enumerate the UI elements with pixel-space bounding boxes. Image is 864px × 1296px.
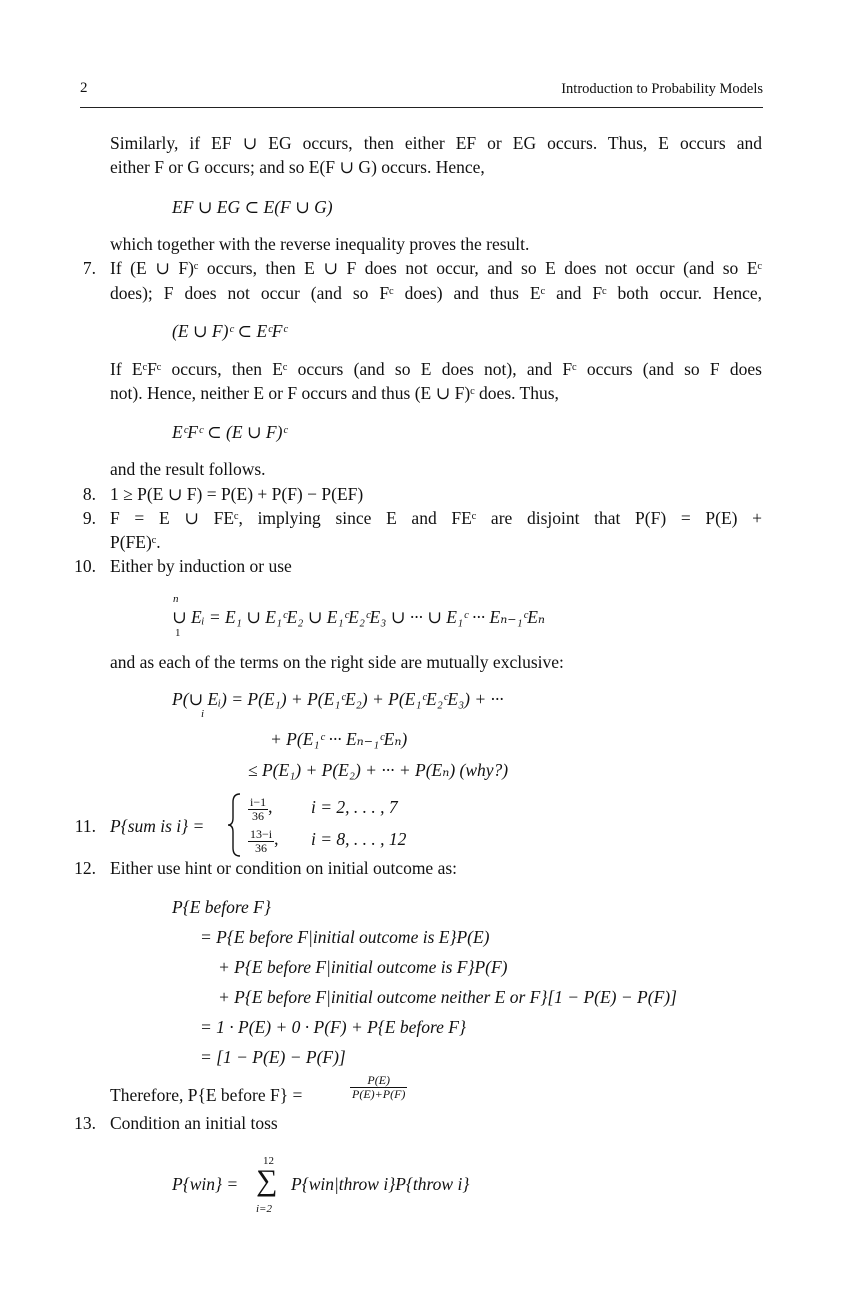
result-fraction: $\frac{P(E)}{P(E)+P(F)}$ bbox=[352, 1073, 406, 1101]
text-line: not). Hence, neither E or F occurs and thus (E ∪ F)ᶜ does. Thus, bbox=[110, 383, 559, 403]
item-number: 12. bbox=[74, 858, 96, 878]
left-brace-icon bbox=[226, 792, 242, 858]
item-number: 10. bbox=[74, 556, 96, 576]
text-line: Either by induction or use bbox=[110, 556, 292, 576]
text-line: F = E ∪ FEᶜ, implying since E and FEᶜ are disjoint that P(F) = P(E) + bbox=[110, 508, 762, 528]
display-equation: ∪ Eᵢ = E₁ ∪ E₁ᶜE₂ ∪ E₁ᶜE₂ᶜE₃ ∪ ··· ∪ E₁ᶜ ··· Eₙ₋₁ᶜEₙ bbox=[172, 607, 545, 627]
equation-lhs: P{sum is i} = bbox=[110, 816, 205, 836]
display-equation: + P{E before F|initial outcome neither E or F}[1 − P(E) − P(F)] bbox=[218, 987, 677, 1007]
item-number: 11. bbox=[74, 816, 96, 836]
text-line: Condition an initial toss bbox=[110, 1113, 278, 1133]
display-equation: = P{E before F|initial outcome is E}P(E) bbox=[200, 927, 490, 947]
item-number: 9. bbox=[82, 508, 96, 528]
page-number: 2 bbox=[80, 80, 88, 96]
display-equation: ≤ P(E₁) + P(E₂) + ··· + P(Eₙ) (why?) bbox=[248, 760, 509, 780]
case-condition: i = 8, . . . , 12 bbox=[311, 829, 407, 849]
text-line: which together with the reverse inequality proves the result. bbox=[110, 234, 530, 254]
sum-lower-limit: i=2 bbox=[256, 1203, 272, 1215]
union-lower-limit: 1 bbox=[175, 627, 181, 639]
case-fraction: $\frac{i-1}{36}$ , bbox=[250, 795, 273, 823]
text-line: P(FE)ᶜ. bbox=[110, 532, 161, 552]
display-equation: = 1 · P(E) + 0 · P(F) + P{E before F} bbox=[200, 1017, 466, 1037]
display-equation: P{E before F} bbox=[172, 897, 271, 917]
display-equation: + P(E₁ᶜ ··· Eₙ₋₁ᶜEₙ) bbox=[270, 729, 408, 749]
case-fraction: $\frac{13-i}{36}$ , bbox=[250, 827, 279, 855]
union-index: i bbox=[201, 708, 205, 720]
header-rule bbox=[80, 107, 763, 108]
text-line: and as each of the terms on the right side are mutually exclusive: bbox=[110, 652, 564, 672]
text-line: If (E ∪ F)ᶜ occurs, then E ∪ F does not occur, and so E does not occur (and so Eᶜ bbox=[110, 258, 762, 278]
text-line: and the result follows. bbox=[110, 459, 266, 479]
item-number: 8. bbox=[82, 484, 96, 504]
text-line: Therefore, P{E before F} = bbox=[110, 1085, 303, 1105]
text-line: Either use hint or condition on initial outcome as: bbox=[110, 858, 458, 878]
union-upper-limit: n bbox=[173, 593, 179, 605]
case-condition: i = 2, . . . , 7 bbox=[311, 797, 398, 817]
summation-icon: ∑ bbox=[256, 1164, 278, 1197]
text-line: 1 ≥ P(E ∪ F) = P(E) + P(F) − P(EF) bbox=[110, 484, 364, 504]
display-equation: P(∪ Eᵢ) = P(E₁) + P(E₁ᶜE₂) + P(E₁ᶜE₂ᶜE₃) + ··· bbox=[172, 689, 504, 709]
text-line: If EᶜFᶜ occurs, then Eᶜ occurs (and so E does not), and Fᶜ occurs (and so F does bbox=[110, 359, 762, 379]
display-equation: EᶜFᶜ ⊂ (E ∪ F)ᶜ bbox=[172, 422, 288, 442]
text-line: Similarly, if EF ∪ EG occurs, then either EF or EG occurs. Thus, E occurs and bbox=[110, 133, 762, 153]
display-equation: P{win|throw i}P{throw i} bbox=[291, 1174, 470, 1194]
item-number: 13. bbox=[74, 1113, 96, 1133]
sum-upper-limit: 12 bbox=[263, 1155, 274, 1167]
display-equation: (E ∪ F)ᶜ ⊂ EᶜFᶜ bbox=[172, 321, 288, 341]
text-line: does); F does not occur (and so Fᶜ does) and thus Eᶜ and Fᶜ both occur. Hence, bbox=[110, 283, 762, 303]
text-line: either F or G occurs; and so E(F ∪ G) occurs. Hence, bbox=[110, 157, 485, 177]
running-header-title: Introduction to Probability Models bbox=[561, 81, 763, 97]
display-equation: P{win} = bbox=[172, 1174, 239, 1194]
display-equation: + P{E before F|initial outcome is F}P(F) bbox=[218, 957, 508, 977]
item-number: 7. bbox=[82, 258, 96, 278]
display-equation: EF ∪ EG ⊂ E(F ∪ G) bbox=[172, 197, 333, 217]
display-equation: = [1 − P(E) − P(F)] bbox=[200, 1047, 346, 1067]
